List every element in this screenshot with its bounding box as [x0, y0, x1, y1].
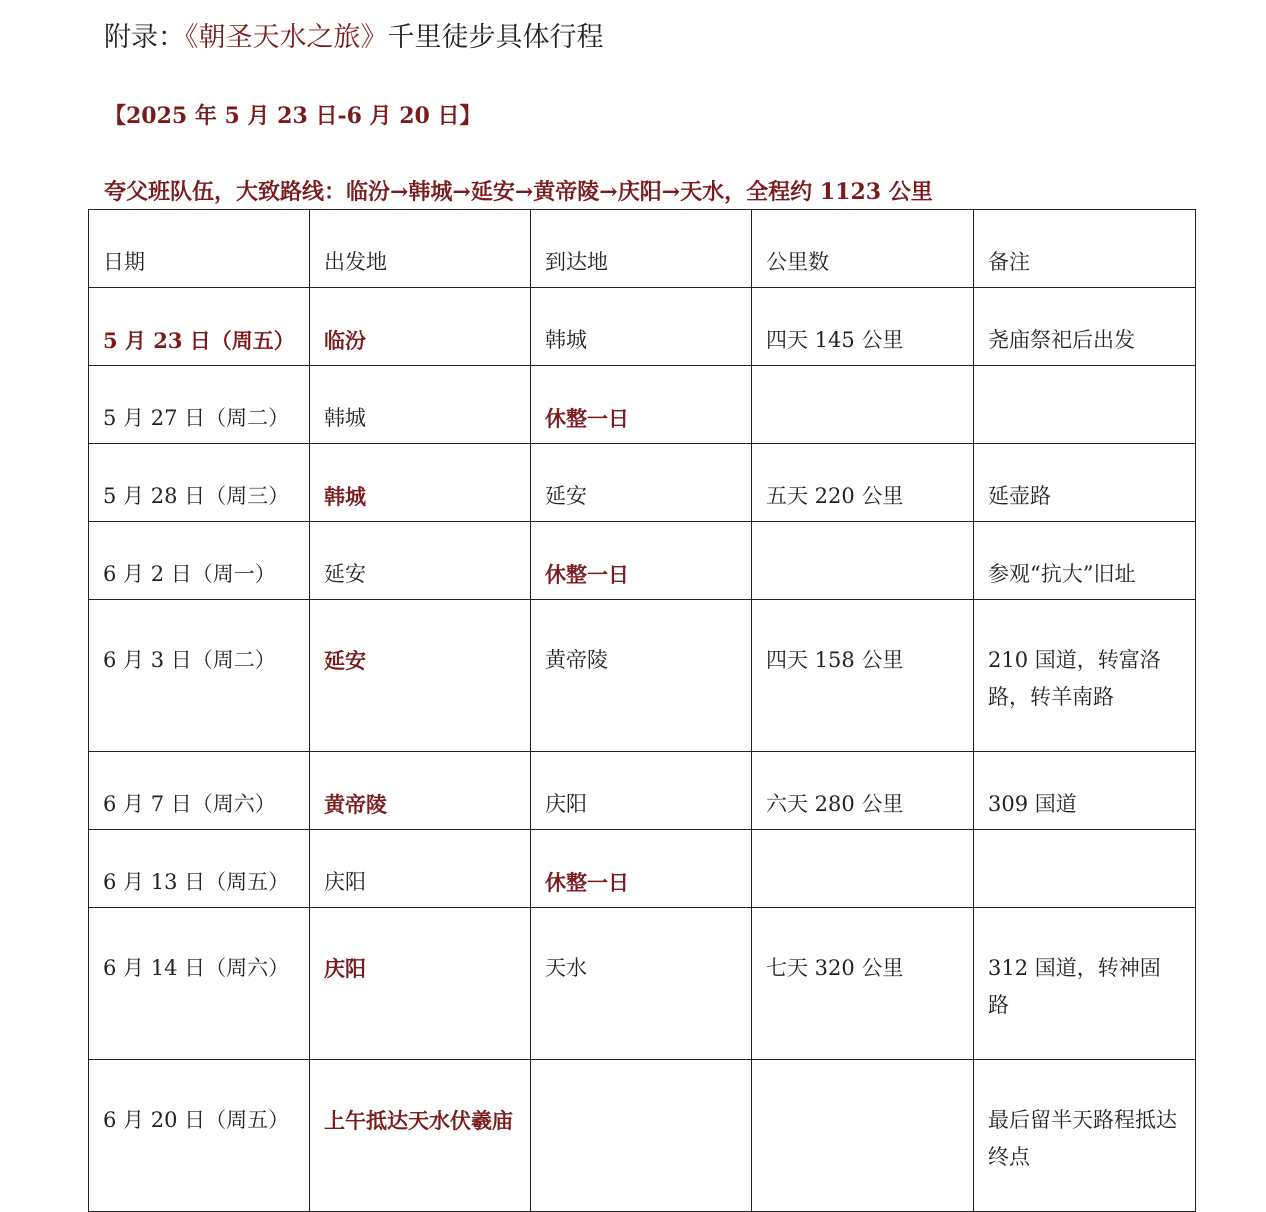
header-from: 出发地	[310, 210, 531, 288]
itinerary-table	[88, 209, 1196, 1212]
header-note: 备注	[974, 210, 1196, 288]
table-row	[89, 288, 1196, 366]
table-row	[89, 444, 1196, 522]
date-range: 【2025 年 5 月 23 日-6 月 20 日】	[104, 103, 482, 129]
cell-distance	[752, 830, 974, 908]
title-suffix: 千里徒步具体行程	[387, 22, 604, 53]
cell-note: 尧庙祭祀后出发	[974, 288, 1196, 366]
route-summary: 夸父班队伍，大致路线：临汾→韩城→延安→黄帝陵→庆阳→天水，全程约 1123 公里	[104, 179, 933, 205]
table-row	[89, 830, 1196, 908]
table-row	[89, 908, 1196, 1060]
title-book-name: 《朝圣天水之旅》	[185, 22, 388, 53]
cell-from: 韩城	[310, 366, 531, 444]
cell-date: 5 月 23 日（周五）	[89, 288, 310, 366]
cell-from: 延安	[310, 600, 531, 752]
cell-date: 5 月 27 日（周二）	[89, 366, 310, 444]
cell-from: 韩城	[310, 444, 531, 522]
cell-distance: 七天 320 公里	[752, 908, 974, 1060]
table-row	[89, 366, 1196, 444]
cell-note: 309 国道	[974, 752, 1196, 830]
cell-to: 休整一日	[531, 366, 752, 444]
cell-from: 延安	[310, 522, 531, 600]
cell-from: 庆阳	[310, 830, 531, 908]
cell-distance	[752, 1060, 974, 1212]
cell-date: 6 月 2 日（周一）	[89, 522, 310, 600]
cell-to: 休整一日	[531, 830, 752, 908]
cell-distance: 六天 280 公里	[752, 752, 974, 830]
cell-to: 庆阳	[531, 752, 752, 830]
title-prefix: 附录：	[104, 22, 185, 53]
header-distance: 公里数	[752, 210, 974, 288]
cell-to: 黄帝陵	[531, 600, 752, 752]
cell-note: 参观“抗大”旧址	[974, 522, 1196, 600]
cell-to: 天水	[531, 908, 752, 1060]
cell-from: 临汾	[310, 288, 531, 366]
cell-from: 庆阳	[310, 908, 531, 1060]
table-row	[89, 1060, 1196, 1212]
table-row	[89, 522, 1196, 600]
cell-date: 6 月 20 日（周五）	[89, 1060, 310, 1212]
table-row	[89, 600, 1196, 752]
cell-to	[531, 1060, 752, 1212]
cell-note: 312 国道，转神固路	[974, 908, 1196, 1060]
cell-date: 6 月 7 日（周六）	[89, 752, 310, 830]
cell-note	[974, 366, 1196, 444]
page-title	[104, 18, 604, 58]
cell-to: 韩城	[531, 288, 752, 366]
cell-distance	[752, 522, 974, 600]
cell-date: 6 月 14 日（周六）	[89, 908, 310, 1060]
header-date: 日期	[89, 210, 310, 288]
cell-from: 上午抵达天水伏羲庙	[310, 1060, 531, 1212]
cell-note: 延壶路	[974, 444, 1196, 522]
cell-date: 5 月 28 日（周三）	[89, 444, 310, 522]
header-to: 到达地	[531, 210, 752, 288]
cell-note	[974, 830, 1196, 908]
cell-to: 延安	[531, 444, 752, 522]
cell-distance: 四天 158 公里	[752, 600, 974, 752]
cell-from: 黄帝陵	[310, 752, 531, 830]
table-row	[89, 752, 1196, 830]
cell-distance: 四天 145 公里	[752, 288, 974, 366]
cell-distance	[752, 366, 974, 444]
cell-note: 最后留半天路程抵达终点	[974, 1060, 1196, 1212]
cell-to: 休整一日	[531, 522, 752, 600]
cell-date: 6 月 13 日（周五）	[89, 830, 310, 908]
table-header-row	[89, 210, 1196, 288]
cell-distance: 五天 220 公里	[752, 444, 974, 522]
cell-note: 210 国道，转富洛路，转羊南路	[974, 600, 1196, 752]
cell-date: 6 月 3 日（周二）	[89, 600, 310, 752]
